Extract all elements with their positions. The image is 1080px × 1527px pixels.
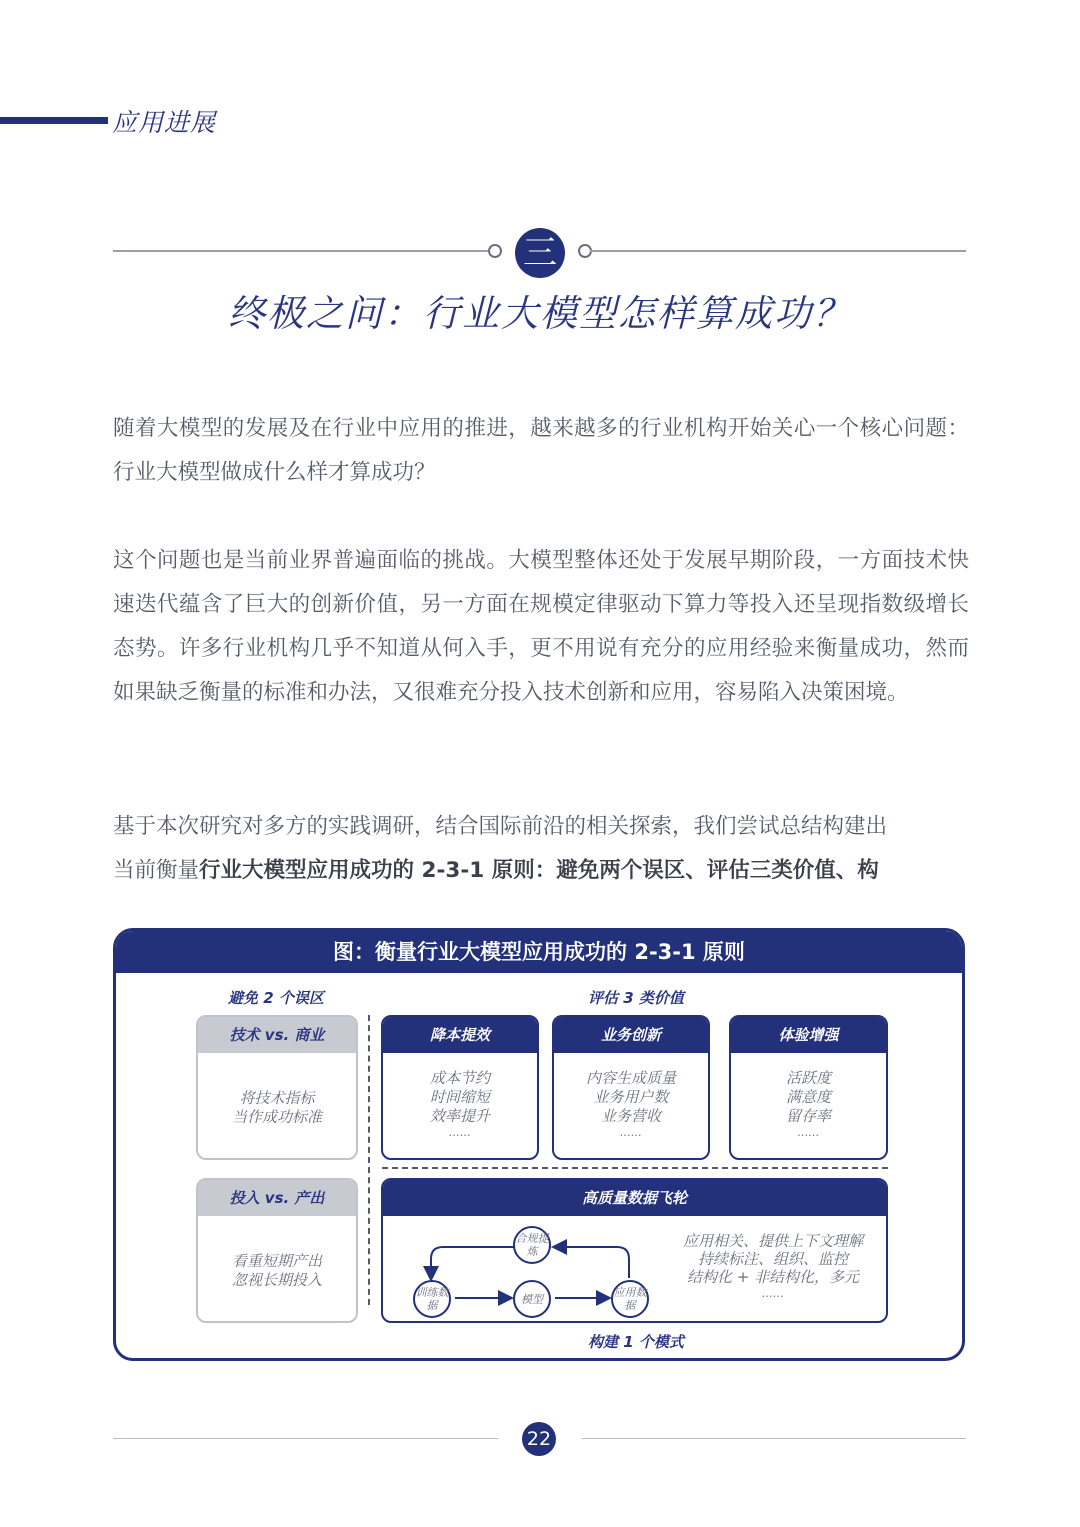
section-number-badge: 三 — [515, 228, 565, 278]
misconception-card — [196, 1178, 358, 1323]
horizontal-divider — [382, 1167, 888, 1169]
value-line: …… — [620, 1126, 642, 1139]
flywheel-note: 持续标注、组织、监控 — [697, 1250, 848, 1268]
value-line: 业务营收 — [600, 1107, 661, 1125]
build-label: 构建 1 个模式 — [588, 1333, 684, 1351]
misconception-title: 投入 vs. 产出 — [198, 1180, 356, 1216]
value-line: 内容生成质量 — [585, 1069, 676, 1087]
value-title: 体验增强 — [731, 1017, 886, 1053]
section-title: 终极之问：行业大模型怎样算成功？ — [228, 292, 852, 335]
figure-title: 图：衡量行业大模型应用成功的 2-3-1 原则 — [116, 931, 962, 973]
flywheel-node-model: 模型 — [513, 1280, 551, 1318]
value-card — [729, 1015, 888, 1160]
section-label: 应用进展 — [112, 108, 217, 137]
misconception-line: 当作成功标准 — [231, 1108, 322, 1126]
flywheel-note: 结构化 + 非结构化，多元 — [686, 1268, 860, 1286]
value-line: 成本节约 — [429, 1069, 490, 1087]
vertical-divider — [368, 1015, 370, 1305]
section-divider-right — [590, 250, 966, 252]
footer-line-left — [113, 1438, 498, 1439]
flywheel-node-train: 训练数据 — [413, 1280, 451, 1318]
paragraph-1: 随着大模型的发展及在行业中应用的推进，越来越多的行业机构开始关心一个核心问题：行业大模型做成什么样才算成功？ — [113, 416, 969, 485]
header-accent-bar — [0, 117, 108, 124]
paragraph-3-line1: 基于本次研究对多方的实践调研，结合国际前沿的相关探索，我们尝试总结构建出 — [113, 814, 888, 839]
flywheel-node-app: 应用数据 — [611, 1280, 649, 1318]
flywheel-note: …… — [762, 1287, 784, 1300]
paragraph-3 — [113, 805, 969, 893]
data-flywheel-card — [381, 1178, 888, 1323]
value-card — [381, 1015, 539, 1160]
principle-figure — [113, 928, 965, 1361]
value-line: 活跃度 — [785, 1069, 831, 1087]
value-line: 满意度 — [785, 1088, 831, 1106]
misconception-line: 将技术指标 — [239, 1089, 315, 1107]
flywheel-node-compliance: 合规提炼 — [513, 1226, 551, 1264]
divider-ring-left — [488, 244, 502, 258]
paragraph-2: 这个问题也是当前业界普遍面临的挑战。大模型整体还处于发展早期阶段，一方面技术快速迭代蕴含了巨大的创新价值，另一方面在规模定律驱动下算力等投入还呈现指数级增长态势。许多行业机构几乎不知道从何入手，更不用说有充分的应用经验来衡量成功，然而如果缺乏衡量的标准和办法，又很难充分投入技术创新和应用，容易陷入决策困境。 — [113, 548, 969, 705]
evaluate-label: 评估 3 类价值 — [588, 989, 684, 1007]
paragraph-3-line2: 当前衡量 — [113, 858, 200, 883]
value-line: …… — [449, 1126, 471, 1139]
page-number: 22 — [522, 1422, 556, 1456]
misconception-line: 忽视长期投入 — [231, 1271, 322, 1289]
value-card — [552, 1015, 710, 1160]
value-line: 留存率 — [785, 1107, 831, 1125]
footer-line-right — [582, 1438, 966, 1439]
avoid-label: 避免 2 个误区 — [228, 989, 324, 1007]
value-line: …… — [797, 1126, 820, 1139]
misconception-title: 技术 vs. 商业 — [198, 1017, 356, 1053]
value-line: 时间缩短 — [429, 1088, 490, 1106]
misconception-card — [196, 1015, 358, 1160]
value-line: 效率提升 — [429, 1107, 490, 1125]
value-line: 业务用户数 — [593, 1088, 669, 1106]
flywheel-note: 应用相关、提供上下文理解 — [682, 1232, 863, 1250]
misconception-line: 看重短期产出 — [231, 1252, 322, 1270]
value-title: 业务创新 — [554, 1017, 708, 1053]
section-divider-left — [113, 250, 493, 252]
paragraph-3-bold: 行业大模型应用成功的 2-3-1 原则：避免两个误区、评估三类价值、构 — [199, 858, 879, 883]
value-title: 降本提效 — [383, 1017, 537, 1053]
flywheel-title: 高质量数据飞轮 — [383, 1180, 886, 1216]
